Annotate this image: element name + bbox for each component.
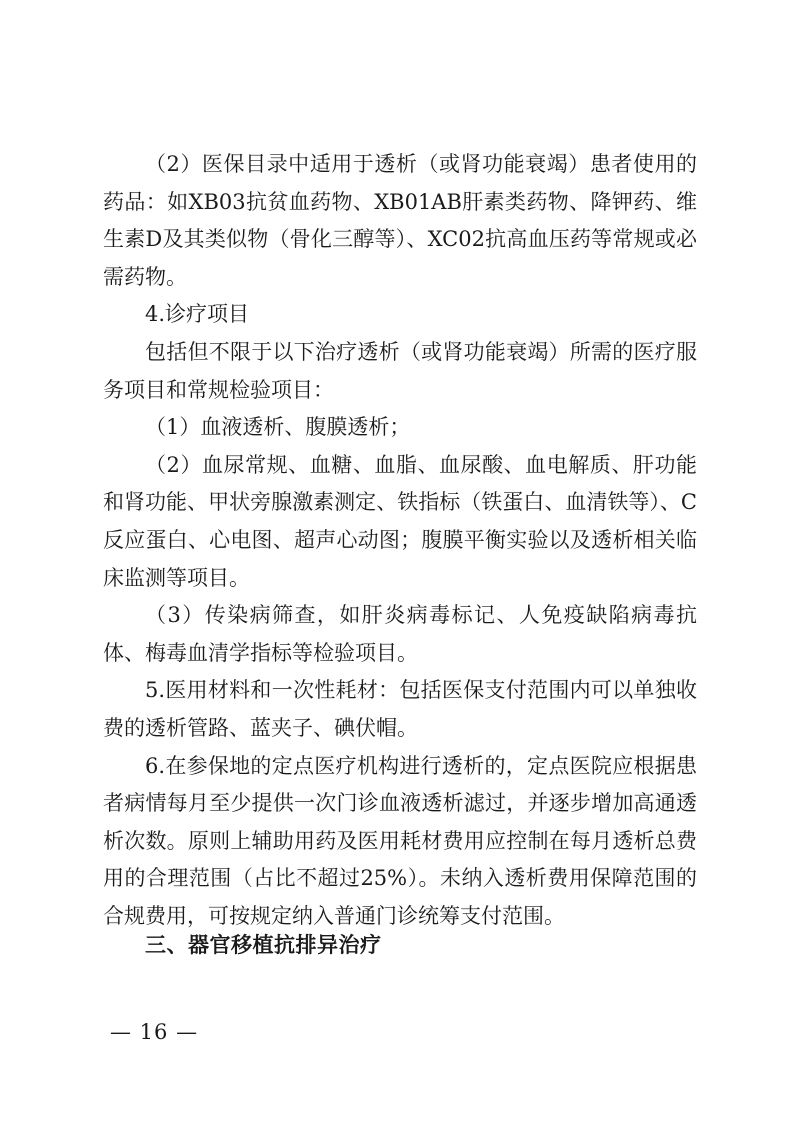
paragraph-item-5: 5.医用材料和一次性耗材：包括医保支付范围内可以单独收费的透析管路、蓝夹子、碘伏帽。 [103,678,697,740]
paragraph-item-4-intro: 包括但不限于以下治疗透析（或肾功能衰竭）所需的医疗服务项目和常规检验项目： [103,339,697,402]
paragraph-item-6: 6.在参保地的定点医疗机构进行透析的，定点医院应根据患者病情每月至少提供一次门诊血液透析滤过，并逐步增加高通透析次数。原则上辅助用药及医用耗材费用应控制在每月透析总费用的合理范围（占比不超过25%）。未纳入透析费用保障范围的合规费用，可按规定纳入普通门诊统筹支付范围。 [103,753,697,928]
section-heading: 三、器官移植抗排异治疗 [145,933,382,957]
document-body [103,146,697,935]
paragraph-item-4-sub1: （1）血液透析、腹膜透析； [145,415,411,440]
paragraph-item-4-sub2: （2）血尿常规、血糖、血脂、血尿酸、血电解质、肝功能和肾功能、甲状旁腺激素测定、铁指标（铁蛋白、血清铁等）、C反应蛋白、心电图、超声心动图；腹膜平衡实验以及透析相关临床监测等项目。 [103,452,697,590]
paragraph-item-4-title: 4.诊疗项目 [145,302,250,327]
paragraph-item-4-sub3: （3）传染病筛查，如肝炎病毒标记、人免疫缺陷病毒抗体、梅毒血清学指标等检验项目。 [103,603,697,665]
paragraph-drug-list: （2）医保目录中适用于透析（或肾功能衰竭）患者使用的药品：如XB03抗贫血药物、XB01AB肝素类药物、降钾药、维生素D及其类似物（骨化三醇等）、XC02抗高血压药等常规或必需药物。 [103,152,697,289]
page-number: — 16 — [110,1020,199,1044]
